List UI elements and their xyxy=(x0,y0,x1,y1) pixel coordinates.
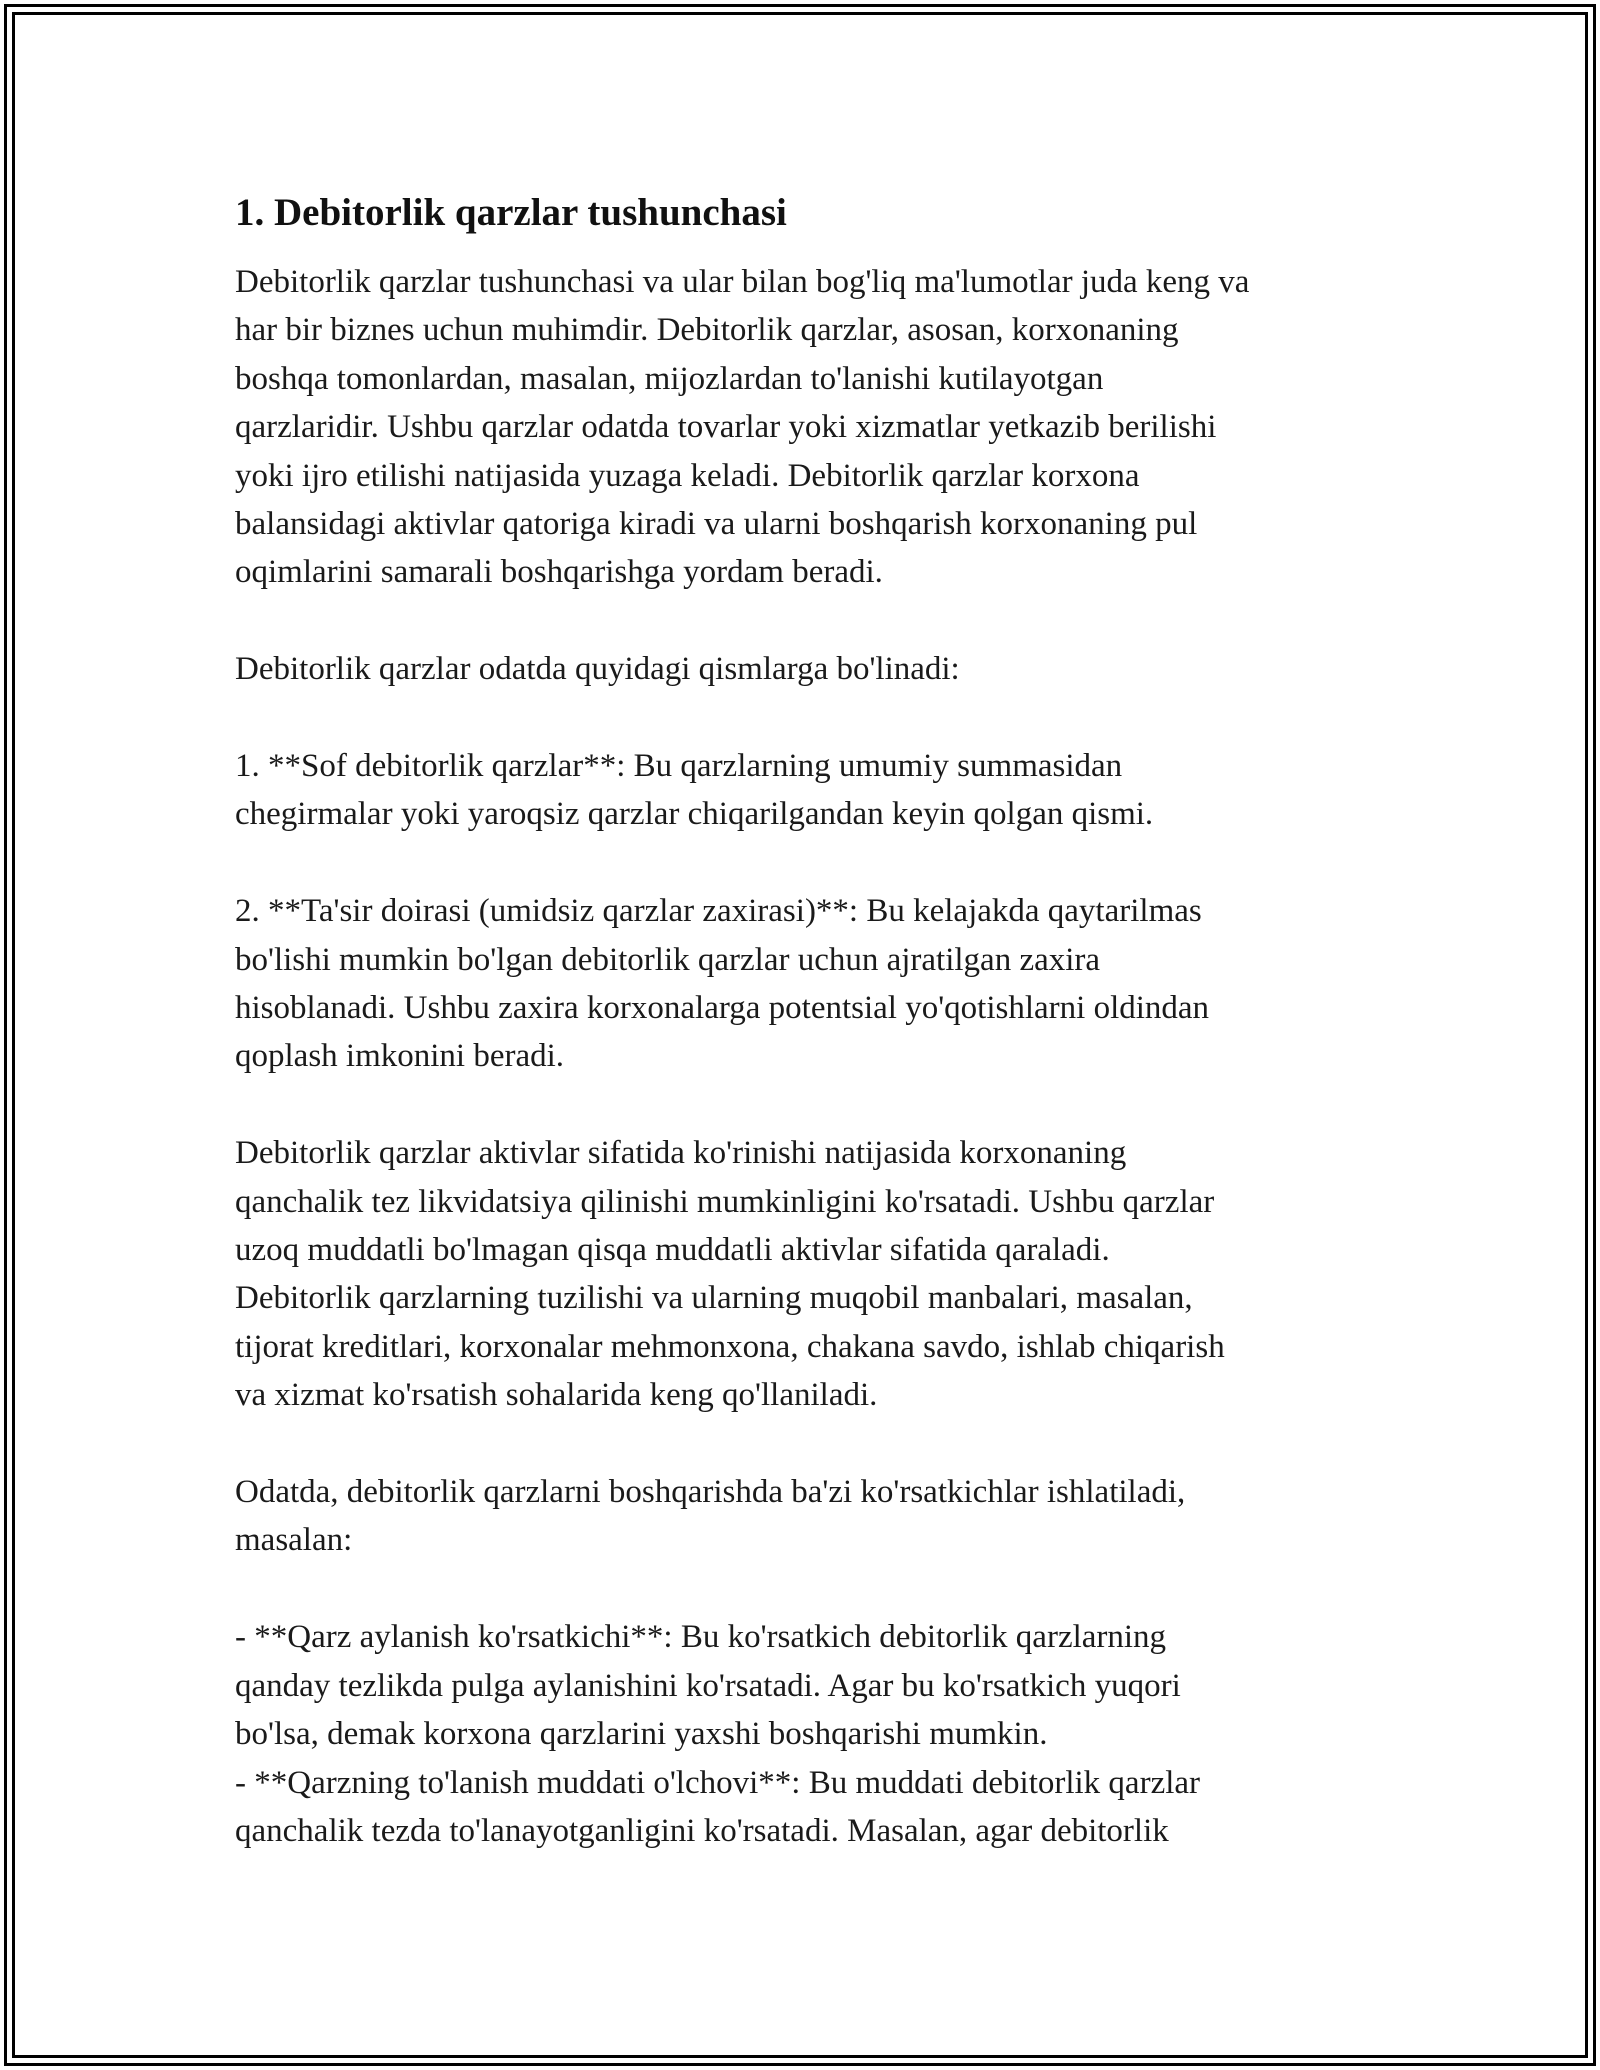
text-line: qarzlaridir. Ushbu qarzlar odatda tovarlar yoki xizmatlar yetkazib berilishi xyxy=(235,409,1217,446)
text-line: qanchalik tez likvidatsiya qilinishi mumkinligini ko'rsatadi. Ushbu qarzlar xyxy=(235,1183,1215,1220)
text-line: Debitorlik qarzlar tushunchasi va ular bilan bog'liq ma'lumotlar juda keng va xyxy=(235,264,1250,300)
text-line: Debitorlik qarzlarning tuzilishi va ularning muqobil manbalari, masalan, xyxy=(235,1280,1193,1317)
paragraph-indicators-list xyxy=(235,1613,1385,1855)
document-body xyxy=(235,186,1385,1855)
text-line: uzoq muddatli bo'lmagan qisqa muddatli aktivlar sifatida qaraladi. xyxy=(235,1232,1110,1269)
text-line: bo'lsa, demak korxona qarzlarini yaxshi boshqarishi mumkin. xyxy=(235,1716,1048,1753)
paragraph-item-2 xyxy=(235,887,1385,1081)
text-line: 2. **Ta'sir doirasi (umidsiz qarzlar zaxirasi)**: Bu kelajakda qaytarilmas xyxy=(235,893,1202,930)
text-line: boshqa tomonlardan, masalan, mijozlardan to'lanishi kutilayotgan xyxy=(235,360,1104,397)
text-line: qanday tezlikda pulga aylanishini ko'rsatadi. Agar bu ko'rsatkich yuqori xyxy=(235,1667,1181,1704)
paragraph-intro xyxy=(235,258,1385,597)
text-line: oqimlarini samarali boshqarishga yordam beradi. xyxy=(235,554,883,591)
text-line: har bir biznes uchun muhimdir. Debitorlik qarzlar, asosan, korxonaning xyxy=(235,312,1179,349)
text-line: bo'lishi mumkin bo'lgan debitorlik qarzlar uchun ajratilgan zaxira xyxy=(235,941,1101,978)
text-line: - **Qarz aylanish ko'rsatkichi**: Bu ko'rsatkich debitorlik qarzlarning xyxy=(235,1619,1167,1656)
text-line: yoki ijro etilishi natijasida yuzaga keladi. Debitorlik qarzlar korxona xyxy=(235,457,1140,494)
text-line: chegirmalar yoki yaroqsiz qarzlar chiqarilgandan keyin qolgan qismi. xyxy=(235,796,1154,833)
text-line: qanchalik tezda to'lanayotganligini ko'rsatadi. Masalan, agar debitorlik xyxy=(235,1812,1169,1849)
paragraph-assets xyxy=(235,1129,1385,1419)
text-line: balansidagi aktivlar qatoriga kiradi va ularni boshqarish korxonaning pul xyxy=(235,506,1198,543)
paragraph-indicators-intro xyxy=(235,1468,1385,1565)
text-line: 1. **Sof debitorlik qarzlar**: Bu qarzlarning umumiy summasidan xyxy=(235,748,1123,785)
text-line: - **Qarzning to'lanish muddati o'lchovi**: Bu muddati debitorlik qarzlar xyxy=(235,1764,1201,1801)
text-line: Odatda, debitorlik qarzlarni boshqarishda ba'zi ko'rsatkichlar ishlatiladi, xyxy=(235,1474,1186,1511)
text-line: masalan: xyxy=(235,1522,353,1559)
text-line: qoplash imkonini beradi. xyxy=(235,1038,565,1075)
text-line: hisoblanadi. Ushbu zaxira korxonalarga potentsial yo'qotishlarni oldindan xyxy=(235,990,1210,1027)
text-line: tijorat kreditlari, korxonalar mehmonxona, chakana savdo, ishlab chiqarish xyxy=(235,1328,1225,1365)
paragraph-item-1 xyxy=(235,742,1385,839)
text-line: va xizmat ko'rsatish sohalarida keng qo'llaniladi. xyxy=(235,1377,878,1414)
section-heading: 1. Debitorlik qarzlar tushunchasi xyxy=(235,191,787,234)
text-line: Debitorlik qarzlar aktivlar sifatida ko'rinishi natijasida korxonaning xyxy=(235,1135,1127,1172)
paragraph-parts-intro xyxy=(235,645,1385,693)
text-line: Debitorlik qarzlar odatda quyidagi qismlarga bo'linadi: xyxy=(235,651,960,688)
